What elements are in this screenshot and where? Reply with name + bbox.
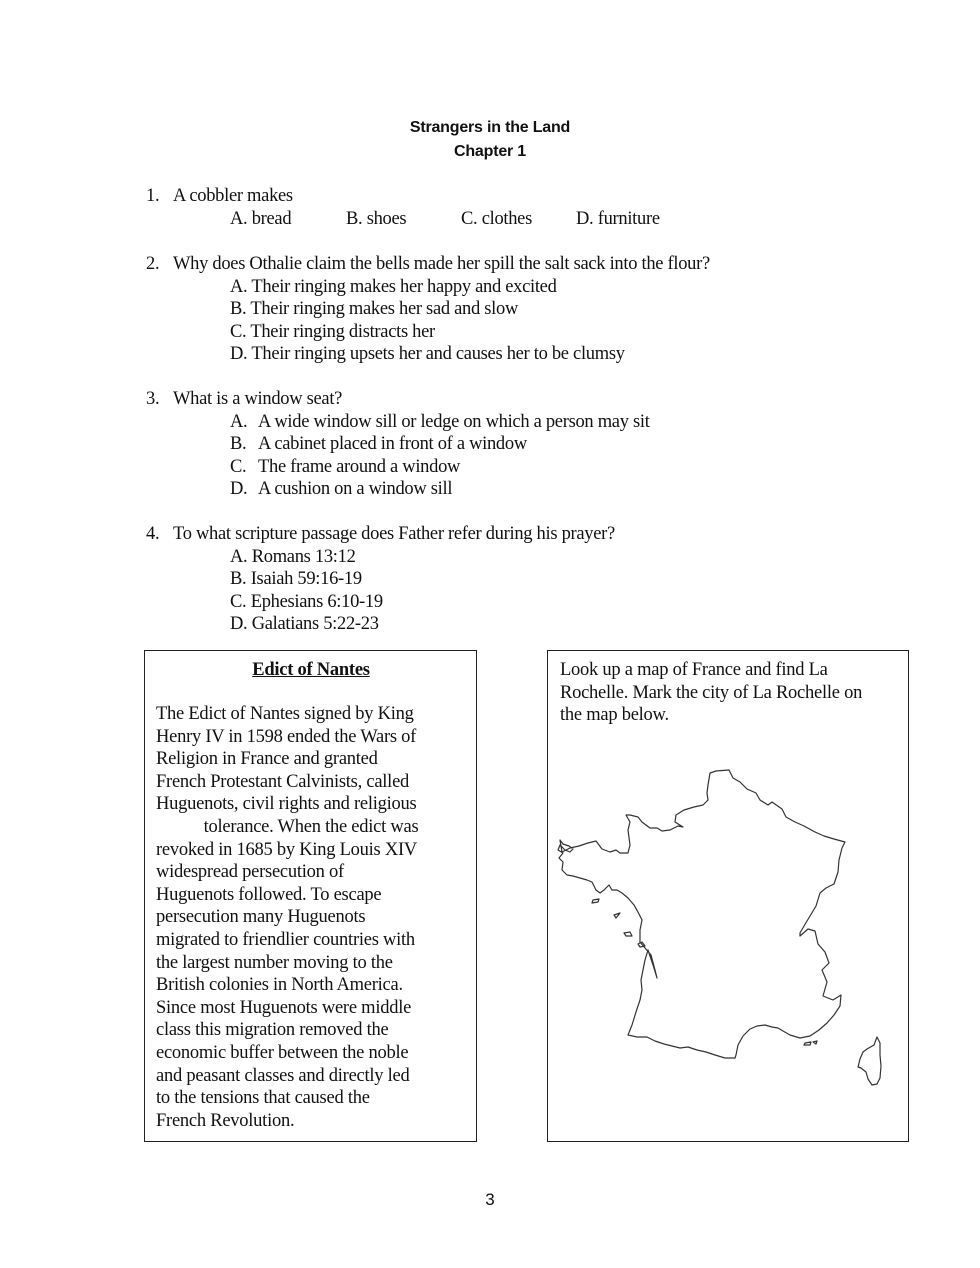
- edict-line: The Edict of Nantes signed by King: [156, 704, 414, 724]
- edict-line: French Protestant Calvinists, called: [156, 771, 410, 792]
- question-number: 1.: [146, 186, 160, 206]
- island-outline: [804, 1042, 811, 1045]
- option-letter: C.: [230, 456, 247, 477]
- answer-option-b: B. Isaiah 59:16-19: [230, 569, 362, 590]
- chapter-title: Chapter 1: [454, 143, 526, 160]
- edict-line: persecution many Huguenots: [156, 907, 366, 928]
- answer-option-b: B. shoes: [346, 208, 407, 229]
- answer-option-b: B. Their ringing makes her sad and slow: [230, 299, 519, 320]
- edict-heading: Edict of Nantes: [252, 660, 370, 680]
- edict-line: the largest number moving to the: [156, 952, 393, 973]
- island-outline: [614, 913, 620, 918]
- answer-option-a: A. Romans 13:12: [230, 546, 356, 567]
- edict-line: revoked in 1685 by King Louis XIV: [156, 839, 417, 860]
- option-text: A cabinet placed in front of a window: [258, 434, 527, 455]
- edict-line: to the tensions that caused the: [156, 1088, 370, 1109]
- island-outline: [592, 899, 599, 903]
- edict-line: French Revolution.: [156, 1110, 295, 1131]
- edict-line: Huguenots followed. To escape: [156, 884, 382, 905]
- edict-line: tolerance. When the edict was: [203, 816, 419, 837]
- answer-option-c: C. Ephesians 6:10-19: [230, 591, 383, 612]
- edict-line: widespread persecution of: [156, 862, 344, 883]
- answer-option-d: D. furniture: [576, 208, 660, 229]
- answer-option-d: D. Their ringing upsets her and causes her to be clumsy: [230, 344, 625, 365]
- question-number: 3.: [146, 389, 160, 409]
- edict-line: and peasant classes and directly led: [156, 1065, 410, 1086]
- corsica-outline: [858, 1037, 881, 1085]
- question-text: To what scripture passage does Father refer during his prayer?: [173, 524, 615, 544]
- island-outline: [624, 932, 632, 936]
- edict-line: migrated to friendlier countries with: [156, 929, 415, 950]
- edict-line: economic buffer between the noble: [156, 1042, 409, 1063]
- answer-option-c: C. clothes: [461, 208, 532, 229]
- edict-line: Henry IV in 1598 ended the Wars of: [156, 726, 417, 747]
- france-mainland-outline: [558, 770, 845, 1058]
- instruction-line: Rochelle. Mark the city of La Rochelle on: [560, 682, 863, 703]
- question-number: 2.: [146, 254, 160, 274]
- edict-line: Huguenots, civil rights and religious: [156, 794, 417, 815]
- option-letter: A.: [230, 411, 248, 432]
- page-number: 3: [485, 1190, 495, 1209]
- option-text: A wide window sill or ledge on which a person may sit: [258, 411, 650, 432]
- edict-line: British colonies in North America.: [156, 975, 403, 996]
- edict-line: class this migration removed the: [156, 1020, 389, 1041]
- answer-option-a: A. bread: [230, 208, 292, 229]
- answer-option-d: D. Galatians 5:22-23: [230, 614, 379, 635]
- edict-line: Religion in France and granted: [156, 749, 378, 770]
- answer-option-a: A. Their ringing makes her happy and excited: [230, 276, 557, 297]
- island-outline: [813, 1041, 817, 1044]
- document-title: Strangers in the Land: [409, 119, 571, 136]
- option-text: The frame around a window: [258, 456, 461, 477]
- answer-option-c: C. Their ringing distracts her: [230, 321, 435, 342]
- instruction-line: Look up a map of France and find La: [560, 660, 828, 680]
- question-text: A cobbler makes: [173, 186, 293, 206]
- instruction-line: the map below.: [560, 705, 669, 726]
- option-letter: B.: [230, 434, 247, 455]
- question-text: What is a window seat?: [173, 389, 343, 409]
- question-number: 4.: [146, 524, 160, 544]
- option-text: A cushion on a window sill: [258, 479, 453, 500]
- option-letter: D.: [230, 479, 248, 500]
- question-text: Why does Othalie claim the bells made her spill the salt sack into the flour?: [173, 254, 710, 274]
- edict-line: Since most Huguenots were middle: [156, 997, 412, 1018]
